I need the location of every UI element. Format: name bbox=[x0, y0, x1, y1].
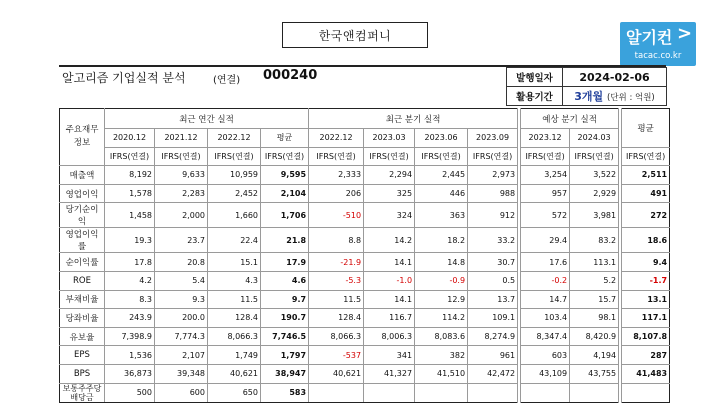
value-annual: 2,000 bbox=[155, 203, 208, 228]
basis-label: IFRS(연결) bbox=[261, 147, 309, 166]
value-annual: 1,536 bbox=[105, 346, 155, 365]
value-forecast: 14.7 bbox=[521, 290, 570, 309]
value-quarterly: 2,333 bbox=[309, 166, 364, 185]
value-quarterly: 12.9 bbox=[415, 290, 468, 309]
row-label: 당기순이익 bbox=[60, 203, 105, 228]
row-label: 유보율 bbox=[60, 327, 105, 346]
value-quarterly: 116.7 bbox=[364, 309, 415, 328]
value-annual-avg: 4.6 bbox=[261, 271, 309, 290]
value-annual: 1,458 bbox=[105, 203, 155, 228]
value-avg: 491 bbox=[622, 184, 670, 203]
value-quarterly: 2,445 bbox=[415, 166, 468, 185]
period-quarter: 2023.09 bbox=[468, 129, 518, 148]
value-quarterly: 8,083.6 bbox=[415, 327, 468, 346]
table-row bbox=[60, 327, 670, 346]
value-annual-avg: 38,947 bbox=[261, 364, 309, 383]
basis-label: IFRS(연결) bbox=[415, 147, 468, 166]
basis-label: IFRS(연결) bbox=[155, 147, 208, 166]
value-annual: 1,749 bbox=[208, 346, 261, 365]
row-label: EPS bbox=[60, 346, 105, 365]
value-annual: 40,621 bbox=[208, 364, 261, 383]
group-avg: 평균 bbox=[622, 109, 670, 148]
value-quarterly: 8.8 bbox=[309, 228, 364, 253]
value-quarterly: 14.8 bbox=[415, 253, 468, 272]
consolidated-label: (연결) bbox=[213, 75, 241, 86]
brand-logo-text: 알기컨 bbox=[626, 28, 673, 47]
period-label: 활용기간 bbox=[507, 87, 563, 106]
value-quarterly: 8,066.3 bbox=[309, 327, 364, 346]
row-label: 보통주주당 배당금 bbox=[60, 383, 105, 402]
basis-label: IFRS(연결) bbox=[309, 147, 364, 166]
brand-domain: tacac.co.kr bbox=[634, 51, 682, 61]
value-annual-avg: 21.8 bbox=[261, 228, 309, 253]
row-label: 순이익률 bbox=[60, 253, 105, 272]
value-annual: 9,633 bbox=[155, 166, 208, 185]
value-annual: 2,283 bbox=[155, 184, 208, 203]
value-quarterly: 41,510 bbox=[415, 364, 468, 383]
value-avg: 117.1 bbox=[622, 309, 670, 328]
value-annual: 8,192 bbox=[105, 166, 155, 185]
value-quarterly: 325 bbox=[364, 184, 415, 203]
value-quarterly: 206 bbox=[309, 184, 364, 203]
report-title: 알고리즘 기업실적 분석 bbox=[62, 71, 186, 85]
value-quarterly: 11.5 bbox=[309, 290, 364, 309]
meta-table bbox=[506, 67, 667, 106]
table-header-basis bbox=[60, 147, 670, 166]
value-annual: 8.3 bbox=[105, 290, 155, 309]
basis-label: IFRS(연결) bbox=[105, 147, 155, 166]
value-quarterly bbox=[468, 383, 518, 402]
value-annual: 39,348 bbox=[155, 364, 208, 383]
value-forecast: 2,929 bbox=[570, 184, 619, 203]
value-quarterly: 363 bbox=[415, 203, 468, 228]
value-quarterly: 41,327 bbox=[364, 364, 415, 383]
meta-row-period bbox=[507, 87, 667, 106]
value-forecast: 4,194 bbox=[570, 346, 619, 365]
row-label: 영업이익 bbox=[60, 184, 105, 203]
value-annual: 650 bbox=[208, 383, 261, 402]
basis-label: IFRS(연결) bbox=[521, 147, 570, 166]
value-annual-avg: 7,746.5 bbox=[261, 327, 309, 346]
value-annual-avg: 9.7 bbox=[261, 290, 309, 309]
value-quarterly: 114.2 bbox=[415, 309, 468, 328]
value-forecast: 29.4 bbox=[521, 228, 570, 253]
value-annual: 500 bbox=[105, 383, 155, 402]
period-value: 3개월 bbox=[574, 90, 604, 103]
period-quarter: 2023.03 bbox=[364, 129, 415, 148]
value-annual-avg: 17.9 bbox=[261, 253, 309, 272]
value-forecast: 8,420.9 bbox=[570, 327, 619, 346]
period-annual-avg: 평균 bbox=[261, 129, 309, 148]
value-forecast: 572 bbox=[521, 203, 570, 228]
value-annual: 7,774.3 bbox=[155, 327, 208, 346]
corner-label: 주요재무 정보 bbox=[60, 109, 105, 166]
period-quarter: 2022.12 bbox=[309, 129, 364, 148]
value-quarterly bbox=[415, 383, 468, 402]
value-forecast: 17.6 bbox=[521, 253, 570, 272]
row-label: 매출액 bbox=[60, 166, 105, 185]
value-annual: 4.2 bbox=[105, 271, 155, 290]
value-forecast: 103.4 bbox=[521, 309, 570, 328]
table-row bbox=[60, 383, 670, 402]
financial-table bbox=[59, 108, 670, 403]
value-annual-avg: 190.7 bbox=[261, 309, 309, 328]
value-annual: 1,578 bbox=[105, 184, 155, 203]
row-label: 영업이익률 bbox=[60, 228, 105, 253]
period-annual: 2022.12 bbox=[208, 129, 261, 148]
value-avg: 9.4 bbox=[622, 253, 670, 272]
value-forecast: 113.1 bbox=[570, 253, 619, 272]
value-quarterly: 42,472 bbox=[468, 364, 518, 383]
value-annual-avg: 2,104 bbox=[261, 184, 309, 203]
value-annual: 600 bbox=[155, 383, 208, 402]
value-quarterly: 2,973 bbox=[468, 166, 518, 185]
row-label: 부채비율 bbox=[60, 290, 105, 309]
value-quarterly: -0.9 bbox=[415, 271, 468, 290]
value-avg: 287 bbox=[622, 346, 670, 365]
value-quarterly bbox=[364, 383, 415, 402]
value-annual: 7,398.9 bbox=[105, 327, 155, 346]
value-quarterly: 961 bbox=[468, 346, 518, 365]
value-quarterly: 988 bbox=[468, 184, 518, 203]
table-row bbox=[60, 290, 670, 309]
period-quarter: 2023.06 bbox=[415, 129, 468, 148]
value-forecast: 8,347.4 bbox=[521, 327, 570, 346]
chevron-right-icon: > bbox=[677, 23, 693, 44]
value-quarterly: -21.9 bbox=[309, 253, 364, 272]
period-cell bbox=[563, 87, 667, 106]
value-forecast: 83.2 bbox=[570, 228, 619, 253]
value-annual: 11.5 bbox=[208, 290, 261, 309]
brand-logo[interactable] bbox=[620, 22, 696, 66]
table-row bbox=[60, 271, 670, 290]
value-quarterly: -1.0 bbox=[364, 271, 415, 290]
period-forecast: 2024.03 bbox=[570, 129, 619, 148]
basis-label: IFRS(연결) bbox=[208, 147, 261, 166]
value-annual: 20.8 bbox=[155, 253, 208, 272]
value-annual: 10,959 bbox=[208, 166, 261, 185]
value-quarterly: 109.1 bbox=[468, 309, 518, 328]
table-row bbox=[60, 346, 670, 365]
value-quarterly: 14.1 bbox=[364, 290, 415, 309]
value-annual: 2,452 bbox=[208, 184, 261, 203]
table-row bbox=[60, 166, 670, 185]
value-quarterly: 14.2 bbox=[364, 228, 415, 253]
row-label: BPS bbox=[60, 364, 105, 383]
value-annual: 2,107 bbox=[155, 346, 208, 365]
value-annual: 5.4 bbox=[155, 271, 208, 290]
value-quarterly: 8,274.9 bbox=[468, 327, 518, 346]
issue-date-label: 발행일자 bbox=[507, 68, 563, 87]
value-forecast: 43,109 bbox=[521, 364, 570, 383]
issue-date-value: 2024-02-06 bbox=[563, 68, 667, 87]
table-row bbox=[60, 364, 670, 383]
value-forecast: 3,981 bbox=[570, 203, 619, 228]
table-row bbox=[60, 309, 670, 328]
value-annual: 200.0 bbox=[155, 309, 208, 328]
value-quarterly: 912 bbox=[468, 203, 518, 228]
table-row bbox=[60, 203, 670, 228]
value-forecast: 603 bbox=[521, 346, 570, 365]
basis-label: IFRS(연결) bbox=[364, 147, 415, 166]
value-forecast bbox=[521, 383, 570, 402]
value-annual: 4.3 bbox=[208, 271, 261, 290]
value-annual: 19.3 bbox=[105, 228, 155, 253]
value-annual: 243.9 bbox=[105, 309, 155, 328]
value-avg: 18.6 bbox=[622, 228, 670, 253]
value-annual: 1,660 bbox=[208, 203, 261, 228]
group-annual: 최근 연간 실적 bbox=[105, 109, 309, 129]
value-quarterly bbox=[309, 383, 364, 402]
value-forecast: 957 bbox=[521, 184, 570, 203]
value-annual: 15.1 bbox=[208, 253, 261, 272]
period-annual: 2021.12 bbox=[155, 129, 208, 148]
value-annual: 8,066.3 bbox=[208, 327, 261, 346]
row-label: 당좌비율 bbox=[60, 309, 105, 328]
value-forecast: 5.2 bbox=[570, 271, 619, 290]
value-avg: 13.1 bbox=[622, 290, 670, 309]
value-quarterly: 382 bbox=[415, 346, 468, 365]
value-annual-avg: 583 bbox=[261, 383, 309, 402]
value-forecast: 43,755 bbox=[570, 364, 619, 383]
table-header-groups bbox=[60, 109, 670, 129]
basis-label: IFRS(연결) bbox=[622, 147, 670, 166]
value-avg bbox=[622, 383, 670, 402]
value-forecast: 3,522 bbox=[570, 166, 619, 185]
value-annual: 22.4 bbox=[208, 228, 261, 253]
period-forecast: 2023.12 bbox=[521, 129, 570, 148]
value-avg: -1.7 bbox=[622, 271, 670, 290]
value-quarterly: 324 bbox=[364, 203, 415, 228]
meta-row-issue-date bbox=[507, 68, 667, 87]
value-annual: 17.8 bbox=[105, 253, 155, 272]
value-annual: 9.3 bbox=[155, 290, 208, 309]
row-label: ROE bbox=[60, 271, 105, 290]
stock-code: 000240 bbox=[263, 68, 318, 83]
value-quarterly: 446 bbox=[415, 184, 468, 203]
value-forecast: -0.2 bbox=[521, 271, 570, 290]
table-row bbox=[60, 228, 670, 253]
unit-label: (단위 : 억원) bbox=[607, 93, 655, 103]
company-name: 한국앤컴퍼니 bbox=[282, 22, 428, 48]
value-quarterly: 0.5 bbox=[468, 271, 518, 290]
value-annual: 23.7 bbox=[155, 228, 208, 253]
value-forecast bbox=[570, 383, 619, 402]
value-quarterly: 13.7 bbox=[468, 290, 518, 309]
value-avg: 272 bbox=[622, 203, 670, 228]
table-row bbox=[60, 184, 670, 203]
value-forecast: 3,254 bbox=[521, 166, 570, 185]
value-annual: 36,873 bbox=[105, 364, 155, 383]
value-quarterly: 33.2 bbox=[468, 228, 518, 253]
value-quarterly: 341 bbox=[364, 346, 415, 365]
value-annual-avg: 1,706 bbox=[261, 203, 309, 228]
value-quarterly: 40,621 bbox=[309, 364, 364, 383]
value-quarterly: -5.3 bbox=[309, 271, 364, 290]
value-quarterly: 8,006.3 bbox=[364, 327, 415, 346]
group-quarterly: 최근 분기 실적 bbox=[309, 109, 518, 129]
value-quarterly: -537 bbox=[309, 346, 364, 365]
table-header-periods bbox=[60, 129, 670, 148]
value-quarterly: 18.2 bbox=[415, 228, 468, 253]
value-annual-avg: 1,797 bbox=[261, 346, 309, 365]
value-forecast: 98.1 bbox=[570, 309, 619, 328]
value-quarterly: 30.7 bbox=[468, 253, 518, 272]
value-avg: 8,107.8 bbox=[622, 327, 670, 346]
value-avg: 41,483 bbox=[622, 364, 670, 383]
value-annual-avg: 9,595 bbox=[261, 166, 309, 185]
basis-label: IFRS(연결) bbox=[570, 147, 619, 166]
value-quarterly: 128.4 bbox=[309, 309, 364, 328]
period-annual: 2020.12 bbox=[105, 129, 155, 148]
group-forecast: 예상 분기 실적 bbox=[521, 109, 619, 129]
table-row bbox=[60, 253, 670, 272]
value-quarterly: 14.1 bbox=[364, 253, 415, 272]
value-forecast: 15.7 bbox=[570, 290, 619, 309]
value-annual: 128.4 bbox=[208, 309, 261, 328]
value-quarterly: -510 bbox=[309, 203, 364, 228]
value-avg: 2,511 bbox=[622, 166, 670, 185]
value-quarterly: 2,294 bbox=[364, 166, 415, 185]
basis-label: IFRS(연결) bbox=[468, 147, 518, 166]
